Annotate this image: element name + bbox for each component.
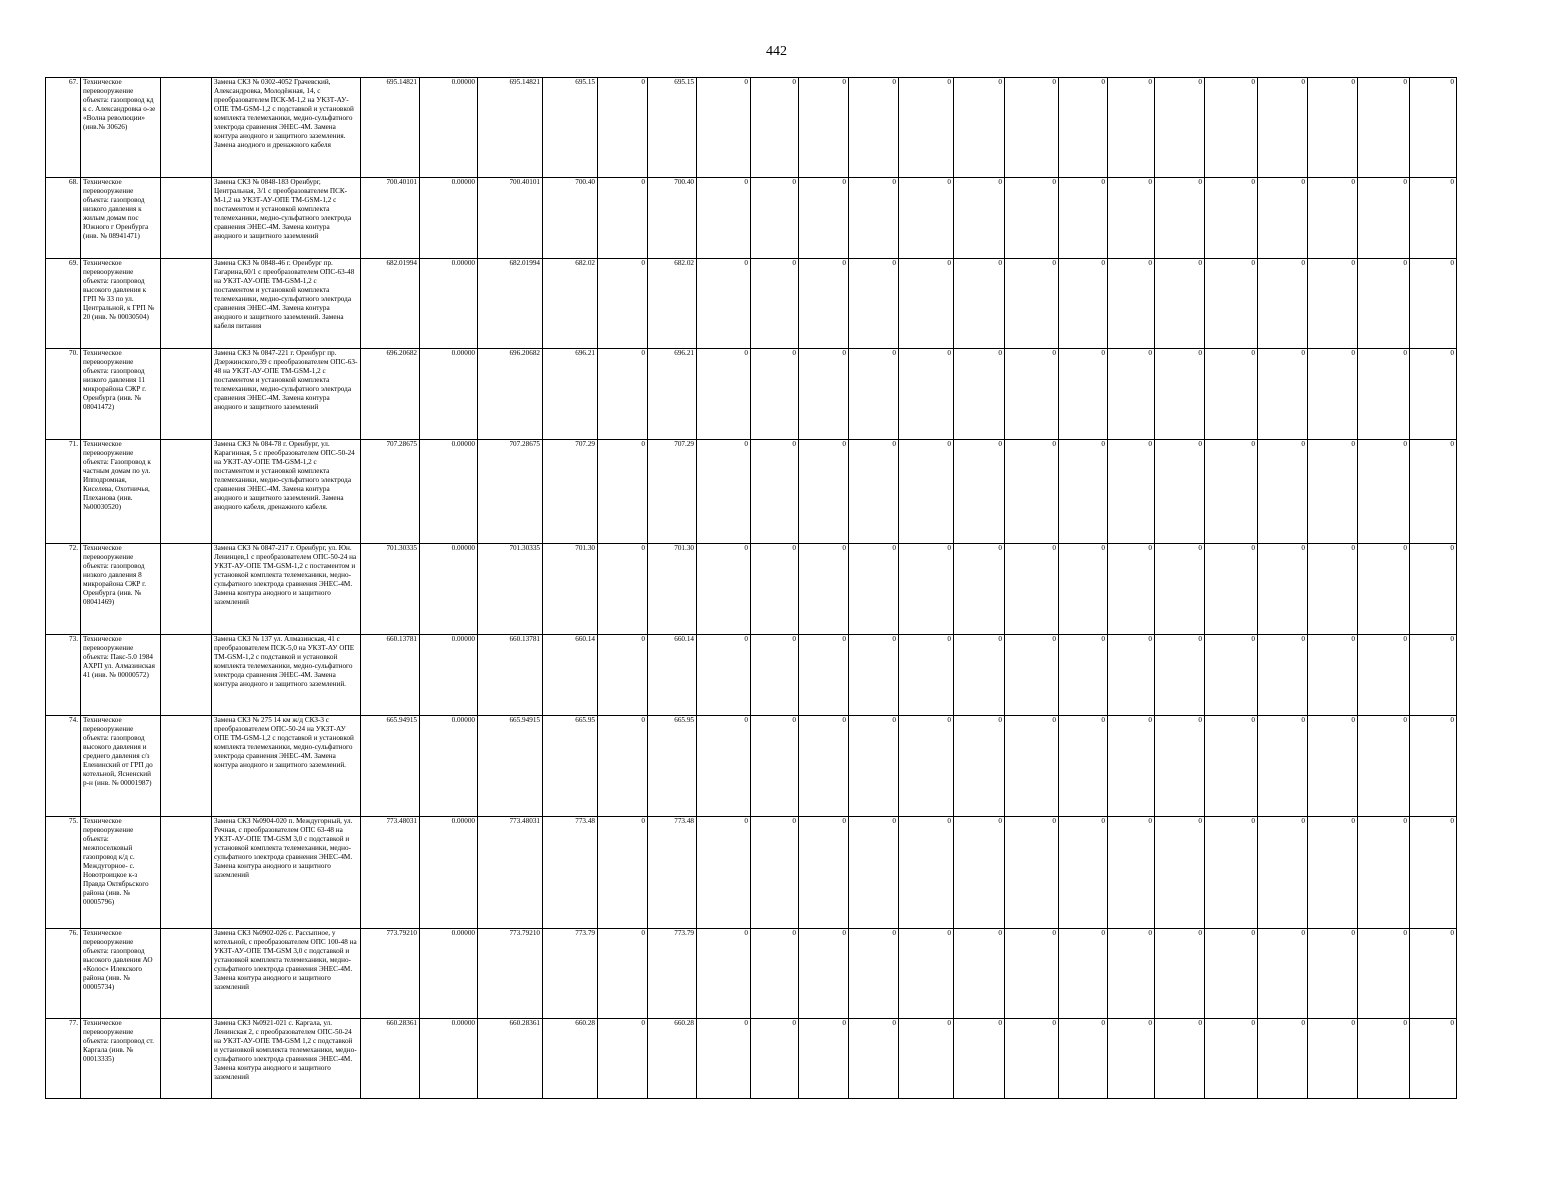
zero-value-cell: 0 bbox=[1358, 817, 1410, 929]
zero-value-cell: 0 bbox=[1005, 716, 1059, 817]
zero-value-cell: 0 bbox=[1108, 349, 1155, 440]
zero-value-cell: 0 bbox=[1258, 544, 1308, 635]
zero-value-cell: 0 bbox=[1358, 929, 1410, 1019]
zero-value-cell: 0 bbox=[1410, 817, 1457, 929]
zero-value-cell: 0 bbox=[1358, 1019, 1410, 1099]
zero-value-cell: 0 bbox=[1410, 259, 1457, 349]
zero-value-cell: 0 bbox=[1108, 544, 1155, 635]
zero-value-cell: 0 bbox=[1108, 635, 1155, 716]
zero-value-cell: 0 bbox=[1005, 440, 1059, 544]
zero-value-cell: 0 bbox=[799, 259, 849, 349]
zero-value-cell: 0 bbox=[1258, 349, 1308, 440]
zero-value-cell: 0 bbox=[1155, 544, 1205, 635]
zero-value-cell: 0 bbox=[799, 929, 849, 1019]
investment-table bbox=[45, 77, 1506, 1099]
value-cell: 700.40101 bbox=[361, 178, 420, 259]
zero-value-cell: 0 bbox=[954, 716, 1005, 817]
zero-value-cell: 0 bbox=[954, 440, 1005, 544]
zero-value-cell: 0 bbox=[1155, 78, 1205, 178]
zero-value-cell: 0 bbox=[1308, 440, 1358, 544]
zero-value-cell: 0 bbox=[1358, 349, 1410, 440]
table-row bbox=[46, 635, 1506, 716]
value-cell: 695.15 bbox=[543, 78, 598, 178]
zero-value-cell: 0 bbox=[954, 78, 1005, 178]
zero-value-cell: 0 bbox=[1155, 440, 1205, 544]
value-cell: 0.00000 bbox=[420, 716, 478, 817]
zero-value-cell: 0 bbox=[1005, 635, 1059, 716]
zero-value-cell: 0 bbox=[1155, 259, 1205, 349]
zero-value-cell: 0 bbox=[1358, 716, 1410, 817]
zero-value-cell: 0 bbox=[1410, 78, 1457, 178]
zero-value-cell: 0 bbox=[697, 78, 751, 178]
zero-value-cell: 0 bbox=[1155, 929, 1205, 1019]
zero-value-cell: 0 bbox=[1108, 178, 1155, 259]
zero-value-cell: 0 bbox=[1358, 259, 1410, 349]
zero-value-cell: 0 bbox=[1258, 78, 1308, 178]
value-cell: 701.30335 bbox=[478, 544, 543, 635]
value-cell: 682.01994 bbox=[478, 259, 543, 349]
table-row bbox=[46, 78, 1506, 178]
value-cell: 682.02 bbox=[648, 259, 697, 349]
value-cell: 0 bbox=[598, 544, 648, 635]
value-cell: 682.02 bbox=[543, 259, 598, 349]
object-name-cell: Техническое перевооружение объекта: Пакс-5.0 1984 АХРП ул. Алмазинская 41 (инв. № 00000572) bbox=[81, 635, 161, 716]
value-cell: 700.40 bbox=[543, 178, 598, 259]
zero-value-cell: 0 bbox=[954, 259, 1005, 349]
object-name-cell: Техническое перевооружение объекта: Газопровод к частным домам по ул. Ипподромная, Киселева, Охотничья, Плеханова (инв. №00030520) bbox=[81, 440, 161, 544]
zero-value-cell: 0 bbox=[799, 1019, 849, 1099]
value-cell: 695.15 bbox=[648, 78, 697, 178]
empty-cell bbox=[161, 259, 212, 349]
zero-value-cell: 0 bbox=[899, 929, 954, 1019]
zero-value-cell: 0 bbox=[899, 349, 954, 440]
zero-value-cell: 0 bbox=[1308, 259, 1358, 349]
zero-value-cell: 0 bbox=[1205, 929, 1258, 1019]
value-cell: 660.14 bbox=[648, 635, 697, 716]
value-cell: 660.14 bbox=[543, 635, 598, 716]
zero-value-cell: 0 bbox=[1205, 544, 1258, 635]
value-cell: 0.00000 bbox=[420, 635, 478, 716]
zero-value-cell: 0 bbox=[751, 1019, 799, 1099]
object-name-cell: Техническое перевооружение объекта: газопровод высокого давления АО «Колос» Илекского района (инв. № 00005734) bbox=[81, 929, 161, 1019]
value-cell: 773.48 bbox=[543, 817, 598, 929]
value-cell: 665.95 bbox=[543, 716, 598, 817]
zero-value-cell: 0 bbox=[1059, 817, 1108, 929]
value-cell: 0 bbox=[598, 635, 648, 716]
zero-value-cell: 0 bbox=[1155, 716, 1205, 817]
zero-value-cell: 0 bbox=[1410, 635, 1457, 716]
value-cell: 660.28 bbox=[648, 1019, 697, 1099]
zero-value-cell: 0 bbox=[899, 178, 954, 259]
row-number-cell: 70. bbox=[46, 349, 81, 440]
row-number-cell: 76. bbox=[46, 929, 81, 1019]
zero-value-cell: 0 bbox=[899, 78, 954, 178]
zero-value-cell: 0 bbox=[1308, 635, 1358, 716]
work-description-cell: Замена СКЗ № 084-78 г. Оренбург, ул. Карагинная, 5 с преобразователем ОПС-50-24 на УКЗТ-АУ-ОПЕ ТМ-GSM-1,2 с постаментом и установкой комплекта телемеханики, медно-сульфатного электрода сравнения ЭНЕС-4М. Замена контура анодного и защитного заземлений. Замена анодного кабеля, дренажного кабеля. bbox=[212, 440, 361, 544]
zero-value-cell: 0 bbox=[849, 817, 899, 929]
value-cell: 773.79210 bbox=[478, 929, 543, 1019]
row-number-cell: 72. bbox=[46, 544, 81, 635]
zero-value-cell: 0 bbox=[1059, 178, 1108, 259]
zero-value-cell: 0 bbox=[1155, 349, 1205, 440]
zero-value-cell: 0 bbox=[1059, 440, 1108, 544]
row-number-cell: 73. bbox=[46, 635, 81, 716]
row-number-cell: 69. bbox=[46, 259, 81, 349]
value-cell: 665.95 bbox=[648, 716, 697, 817]
zero-value-cell: 0 bbox=[799, 817, 849, 929]
table-row bbox=[46, 544, 1506, 635]
zero-value-cell: 0 bbox=[1005, 817, 1059, 929]
value-cell: 696.21 bbox=[543, 349, 598, 440]
table-row bbox=[46, 259, 1506, 349]
zero-value-cell: 0 bbox=[751, 440, 799, 544]
value-cell: 660.28361 bbox=[361, 1019, 420, 1099]
empty-cell bbox=[161, 78, 212, 178]
zero-value-cell: 0 bbox=[1108, 259, 1155, 349]
value-cell: 773.79 bbox=[648, 929, 697, 1019]
work-description-cell: Замена СКЗ № 0848-46 г. Оренбург пр. Гагарина,60/1 с преобразователем ОПС-63-48 на УКЗТ-АУ-ОПЕ ТМ-GSM-1,2 с постаментом и установкой комплекта телемеханики, медно-сульфатного электрода сравнения ЭНЕС-4М. Замена контура анодного и защитного заземлений. Замена кабеля питания bbox=[212, 259, 361, 349]
value-cell: 696.20682 bbox=[361, 349, 420, 440]
zero-value-cell: 0 bbox=[1108, 716, 1155, 817]
object-name-cell: Техническое перевооружение объекта: газопровод высокого давления и среднего давления с/з Еленинский от ГРП до котельной, Ясненский р-н (инв. № 00001987) bbox=[81, 716, 161, 817]
zero-value-cell: 0 bbox=[1410, 929, 1457, 1019]
value-cell: 696.21 bbox=[648, 349, 697, 440]
zero-value-cell: 0 bbox=[1308, 716, 1358, 817]
zero-value-cell: 0 bbox=[1205, 440, 1258, 544]
zero-value-cell: 0 bbox=[751, 635, 799, 716]
work-description-cell: Замена СКЗ №0904-020 п. Междугорный, ул. Речная, с преобразователем ОПС 63-48 на УКЗТ-АУ-ОПЕ ТМ-GSM 3,0 с подставкой и установкой комплекта телемеханики, медно-сульфатного электрода сравнения ЭНЕС-4М. Замена контура анодного и защитного заземлений bbox=[212, 817, 361, 929]
zero-value-cell: 0 bbox=[1059, 1019, 1108, 1099]
zero-value-cell: 0 bbox=[1308, 544, 1358, 635]
zero-value-cell: 0 bbox=[899, 817, 954, 929]
zero-value-cell: 0 bbox=[751, 349, 799, 440]
zero-value-cell: 0 bbox=[954, 349, 1005, 440]
zero-value-cell: 0 bbox=[1258, 635, 1308, 716]
zero-value-cell: 0 bbox=[1258, 929, 1308, 1019]
zero-value-cell: 0 bbox=[1005, 1019, 1059, 1099]
row-number-cell: 68. bbox=[46, 178, 81, 259]
value-cell: 0 bbox=[598, 929, 648, 1019]
zero-value-cell: 0 bbox=[1258, 817, 1308, 929]
zero-value-cell: 0 bbox=[954, 178, 1005, 259]
work-description-cell: Замена СКЗ № 137 ул. Алмазинская, 41 с преобразователем ПСК-5,0 на УКЗТ-АУ ОПЕ ТМ-GSM-1,2 с подставкой и установкой комплекта телемеханики, медно-сульфатного электрода сравнения ЭНЕС-4М. Замена контура анодного и защитного заземлений. bbox=[212, 635, 361, 716]
zero-value-cell: 0 bbox=[1410, 544, 1457, 635]
work-description-cell: Замена СКЗ № 0302-4052 Грачевский, Александровка, Молодёжная, 14, с преобразователем ПСК-М-1,2 на УКЗТ-АУ-ОПЕ ТМ-GSM-1,2 с подставкой и установкой комплекта телемеханики, медно-сульфатного электрода сравнения ЭНЕС-4М. Замена контура анодного и защитного заземления. Замена анодного и дренажного кабеля bbox=[212, 78, 361, 178]
empty-cell bbox=[161, 440, 212, 544]
zero-value-cell: 0 bbox=[1108, 1019, 1155, 1099]
value-cell: 0.00000 bbox=[420, 349, 478, 440]
value-cell: 665.94915 bbox=[478, 716, 543, 817]
object-name-cell: Техническое перевооружение объекта: газопровод низкого давления к жилым домам пос Южного г Оренбурга (инв. № 08941471) bbox=[81, 178, 161, 259]
value-cell: 696.20682 bbox=[478, 349, 543, 440]
zero-value-cell: 0 bbox=[1155, 1019, 1205, 1099]
value-cell: 0 bbox=[598, 178, 648, 259]
value-cell: 707.28675 bbox=[478, 440, 543, 544]
zero-value-cell: 0 bbox=[1005, 349, 1059, 440]
zero-value-cell: 0 bbox=[849, 259, 899, 349]
zero-value-cell: 0 bbox=[799, 178, 849, 259]
zero-value-cell: 0 bbox=[1155, 635, 1205, 716]
zero-value-cell: 0 bbox=[899, 544, 954, 635]
zero-value-cell: 0 bbox=[1258, 1019, 1308, 1099]
value-cell: 0.00000 bbox=[420, 1019, 478, 1099]
value-cell: 660.28 bbox=[543, 1019, 598, 1099]
zero-value-cell: 0 bbox=[1410, 440, 1457, 544]
zero-value-cell: 0 bbox=[1258, 178, 1308, 259]
work-description-cell: Замена СКЗ № 0847-221 г. Оренбург пр. Дзержинского,39 с преобразователем ОПС-63-48 на УКЗТ-АУ-ОПЕ ТМ-GSM-1,2 с постаментом и установкой комплекта телемеханики, медно-сульфатного электрода сравнения ЭНЕС-4М. Замена контура анодного и защитного заземлений bbox=[212, 349, 361, 440]
zero-value-cell: 0 bbox=[1308, 349, 1358, 440]
zero-value-cell: 0 bbox=[849, 635, 899, 716]
empty-cell bbox=[161, 544, 212, 635]
zero-value-cell: 0 bbox=[1205, 349, 1258, 440]
zero-value-cell: 0 bbox=[1205, 635, 1258, 716]
zero-value-cell: 0 bbox=[1108, 440, 1155, 544]
value-cell: 0 bbox=[598, 1019, 648, 1099]
zero-value-cell: 0 bbox=[697, 440, 751, 544]
empty-cell bbox=[161, 817, 212, 929]
value-cell: 773.79 bbox=[543, 929, 598, 1019]
value-cell: 773.79210 bbox=[361, 929, 420, 1019]
value-cell: 0.00000 bbox=[420, 544, 478, 635]
zero-value-cell: 0 bbox=[1358, 440, 1410, 544]
zero-value-cell: 0 bbox=[1059, 929, 1108, 1019]
value-cell: 707.29 bbox=[648, 440, 697, 544]
zero-value-cell: 0 bbox=[899, 1019, 954, 1099]
zero-value-cell: 0 bbox=[799, 440, 849, 544]
object-name-cell: Техническое перевооружение объекта: газопровод кд к с. Александровка о-зе «Волна революции» (инв.№ 30626) bbox=[81, 78, 161, 178]
value-cell: 0.00000 bbox=[420, 259, 478, 349]
value-cell: 0.00000 bbox=[420, 440, 478, 544]
value-cell: 701.30 bbox=[648, 544, 697, 635]
value-cell: 0 bbox=[598, 817, 648, 929]
zero-value-cell: 0 bbox=[799, 716, 849, 817]
value-cell: 660.13781 bbox=[361, 635, 420, 716]
zero-value-cell: 0 bbox=[1410, 178, 1457, 259]
value-cell: 0.00000 bbox=[420, 78, 478, 178]
zero-value-cell: 0 bbox=[751, 259, 799, 349]
zero-value-cell: 0 bbox=[954, 1019, 1005, 1099]
row-number-cell: 77. bbox=[46, 1019, 81, 1099]
zero-value-cell: 0 bbox=[1205, 78, 1258, 178]
table-row bbox=[46, 349, 1506, 440]
zero-value-cell: 0 bbox=[849, 544, 899, 635]
zero-value-cell: 0 bbox=[954, 929, 1005, 1019]
zero-value-cell: 0 bbox=[899, 716, 954, 817]
value-cell: 682.01994 bbox=[361, 259, 420, 349]
table-row bbox=[46, 716, 1506, 817]
value-cell: 0 bbox=[598, 78, 648, 178]
value-cell: 0 bbox=[598, 440, 648, 544]
zero-value-cell: 0 bbox=[799, 349, 849, 440]
table-row bbox=[46, 178, 1506, 259]
value-cell: 695.14821 bbox=[361, 78, 420, 178]
zero-value-cell: 0 bbox=[697, 349, 751, 440]
zero-value-cell: 0 bbox=[1059, 716, 1108, 817]
empty-cell bbox=[161, 929, 212, 1019]
value-cell: 701.30335 bbox=[361, 544, 420, 635]
zero-value-cell: 0 bbox=[799, 635, 849, 716]
value-cell: 701.30 bbox=[543, 544, 598, 635]
zero-value-cell: 0 bbox=[1308, 178, 1358, 259]
zero-value-cell: 0 bbox=[1358, 635, 1410, 716]
empty-cell bbox=[161, 178, 212, 259]
zero-value-cell: 0 bbox=[697, 716, 751, 817]
value-cell: 660.13781 bbox=[478, 635, 543, 716]
zero-value-cell: 0 bbox=[1005, 78, 1059, 178]
zero-value-cell: 0 bbox=[1258, 259, 1308, 349]
empty-cell bbox=[161, 349, 212, 440]
zero-value-cell: 0 bbox=[1108, 78, 1155, 178]
value-cell: 0.00000 bbox=[420, 817, 478, 929]
zero-value-cell: 0 bbox=[1205, 178, 1258, 259]
zero-value-cell: 0 bbox=[1059, 544, 1108, 635]
zero-value-cell: 0 bbox=[1308, 78, 1358, 178]
value-cell: 707.29 bbox=[543, 440, 598, 544]
zero-value-cell: 0 bbox=[849, 178, 899, 259]
zero-value-cell: 0 bbox=[1410, 349, 1457, 440]
zero-value-cell: 0 bbox=[1005, 178, 1059, 259]
zero-value-cell: 0 bbox=[1205, 716, 1258, 817]
zero-value-cell: 0 bbox=[1005, 929, 1059, 1019]
zero-value-cell: 0 bbox=[899, 440, 954, 544]
zero-value-cell: 0 bbox=[751, 544, 799, 635]
zero-value-cell: 0 bbox=[697, 259, 751, 349]
empty-cell bbox=[161, 635, 212, 716]
zero-value-cell: 0 bbox=[1205, 259, 1258, 349]
work-description-cell: Замена СКЗ №0921-021 с. Каргала, ул. Ленинская 2, с преобразователем ОПС-50-24 на УКЗТ-АУ-ОПЕ ТМ-GSM 1,2 с подставкой и установкой комплекта телемеханики, медно-сульфатного электрода сравнения ЭНЕС-4М. Замена контура анодного и защитного заземлений bbox=[212, 1019, 361, 1099]
zero-value-cell: 0 bbox=[697, 635, 751, 716]
object-name-cell: Техническое перевооружение объекта: газопровод низкого давления 8 микрорайона СЖР г. Оренбурга (инв. № 08041469) bbox=[81, 544, 161, 635]
zero-value-cell: 0 bbox=[751, 716, 799, 817]
value-cell: 0 bbox=[598, 716, 648, 817]
page-number: 442 bbox=[766, 44, 787, 59]
value-cell: 773.48 bbox=[648, 817, 697, 929]
zero-value-cell: 0 bbox=[1108, 817, 1155, 929]
zero-value-cell: 0 bbox=[1059, 635, 1108, 716]
zero-value-cell: 0 bbox=[1059, 259, 1108, 349]
table-row bbox=[46, 929, 1506, 1019]
zero-value-cell: 0 bbox=[1308, 1019, 1358, 1099]
table-row bbox=[46, 817, 1506, 929]
zero-value-cell: 0 bbox=[697, 929, 751, 1019]
empty-cell bbox=[161, 1019, 212, 1099]
zero-value-cell: 0 bbox=[751, 817, 799, 929]
work-description-cell: Замена СКЗ № 275 14 км ж/д СКЗ-3 с преобразователем ОПС-50-24 на УКЗТ-АУ ОПЕ ТМ-GSM-1,2 с подставкой и установкой комплекта телемеханики, медно-сульфатного электрода сравнения ЭНЕС-4М. Замена контура анодного и защитного заземлений. bbox=[212, 716, 361, 817]
zero-value-cell: 0 bbox=[899, 259, 954, 349]
value-cell: 660.28361 bbox=[478, 1019, 543, 1099]
table-row bbox=[46, 1019, 1506, 1099]
value-cell: 773.48031 bbox=[478, 817, 543, 929]
value-cell: 665.94915 bbox=[361, 716, 420, 817]
work-description-cell: Замена СКЗ № 0848-183 Оренбург, Центральная, 3/1 с преобразователем ПСК-М-1,2 на УКЗТ-АУ-ОПЕ ТМ-GSM-1,2 с постаментом и установкой комплекта телемеханики, медно-сульфатного электрода сравнения ЭНЕС-4М. Замена контура анодного и защитного заземлений bbox=[212, 178, 361, 259]
zero-value-cell: 0 bbox=[1155, 178, 1205, 259]
value-cell: 773.48031 bbox=[361, 817, 420, 929]
zero-value-cell: 0 bbox=[1059, 78, 1108, 178]
value-cell: 0.00000 bbox=[420, 929, 478, 1019]
zero-value-cell: 0 bbox=[954, 544, 1005, 635]
zero-value-cell: 0 bbox=[751, 178, 799, 259]
table-row bbox=[46, 440, 1506, 544]
zero-value-cell: 0 bbox=[1358, 78, 1410, 178]
value-cell: 707.28675 bbox=[361, 440, 420, 544]
row-number-cell: 74. bbox=[46, 716, 81, 817]
zero-value-cell: 0 bbox=[849, 78, 899, 178]
zero-value-cell: 0 bbox=[1205, 817, 1258, 929]
zero-value-cell: 0 bbox=[1308, 929, 1358, 1019]
value-cell: 700.40101 bbox=[478, 178, 543, 259]
zero-value-cell: 0 bbox=[849, 1019, 899, 1099]
zero-value-cell: 0 bbox=[697, 1019, 751, 1099]
zero-value-cell: 0 bbox=[697, 178, 751, 259]
object-name-cell: Техническое перевооружение объекта: межпоселковый газопровод к/д с. Междугорное- с. Новотроицкое к-з Правда Октябрьского района (инв. № 00005796) bbox=[81, 817, 161, 929]
object-name-cell: Техническое перевооружение объекта: газопровод высокого давления к ГРП № 33 по ул. Центральной, к ГРП № 20 (инв. № 00030504) bbox=[81, 259, 161, 349]
row-number-cell: 71. bbox=[46, 440, 81, 544]
zero-value-cell: 0 bbox=[1358, 178, 1410, 259]
zero-value-cell: 0 bbox=[954, 635, 1005, 716]
zero-value-cell: 0 bbox=[1258, 716, 1308, 817]
zero-value-cell: 0 bbox=[849, 349, 899, 440]
zero-value-cell: 0 bbox=[799, 544, 849, 635]
zero-value-cell: 0 bbox=[1308, 817, 1358, 929]
zero-value-cell: 0 bbox=[1155, 817, 1205, 929]
zero-value-cell: 0 bbox=[1410, 716, 1457, 817]
object-name-cell: Техническое перевооружение объекта: газопровод ст. Каргала (инв. № 00013335) bbox=[81, 1019, 161, 1099]
zero-value-cell: 0 bbox=[1059, 349, 1108, 440]
work-description-cell: Замена СКЗ №0902-026 с. Рассыпное, у котельной, с преобразователем ОПС 100-48 на УКЗТ-АУ-ОПЕ ТМ-GSM 3,0 с подставкой и установкой комплекта телемеханики, медно-сульфатного электрода сравнения ЭНЕС-4М. Замена контура анодного и защитного заземлений bbox=[212, 929, 361, 1019]
zero-value-cell: 0 bbox=[751, 78, 799, 178]
zero-value-cell: 0 bbox=[1005, 259, 1059, 349]
zero-value-cell: 0 bbox=[697, 817, 751, 929]
zero-value-cell: 0 bbox=[1358, 544, 1410, 635]
empty-cell bbox=[161, 716, 212, 817]
object-name-cell: Техническое перевооружение объекта: газопровод низкого давления 11 микрорайона СЖР г. Оренбурга (инв. № 08041472) bbox=[81, 349, 161, 440]
zero-value-cell: 0 bbox=[1205, 1019, 1258, 1099]
value-cell: 0 bbox=[598, 259, 648, 349]
work-description-cell: Замена СКЗ № 0847-217 г. Оренбург, ул. Юн. Ленинцев,1 с преобразователем ОПС-50-24 на УКЗТ-АУ-ОПЕ ТМ-GSM-1,2 с постаментом и установкой комплекта телемеханики, медно-сульфатного электрода сравнения ЭНЕС-4М. Замена контура анодного и защитного заземлений bbox=[212, 544, 361, 635]
zero-value-cell: 0 bbox=[899, 635, 954, 716]
value-cell: 700.40 bbox=[648, 178, 697, 259]
zero-value-cell: 0 bbox=[697, 544, 751, 635]
zero-value-cell: 0 bbox=[954, 817, 1005, 929]
zero-value-cell: 0 bbox=[1410, 1019, 1457, 1099]
zero-value-cell: 0 bbox=[849, 440, 899, 544]
zero-value-cell: 0 bbox=[1258, 440, 1308, 544]
zero-value-cell: 0 bbox=[1005, 544, 1059, 635]
zero-value-cell: 0 bbox=[799, 78, 849, 178]
zero-value-cell: 0 bbox=[1108, 929, 1155, 1019]
zero-value-cell: 0 bbox=[751, 929, 799, 1019]
row-number-cell: 67. bbox=[46, 78, 81, 178]
zero-value-cell: 0 bbox=[849, 716, 899, 817]
value-cell: 0.00000 bbox=[420, 178, 478, 259]
value-cell: 0 bbox=[598, 349, 648, 440]
row-number-cell: 75. bbox=[46, 817, 81, 929]
zero-value-cell: 0 bbox=[849, 929, 899, 1019]
value-cell: 695.14821 bbox=[478, 78, 543, 178]
